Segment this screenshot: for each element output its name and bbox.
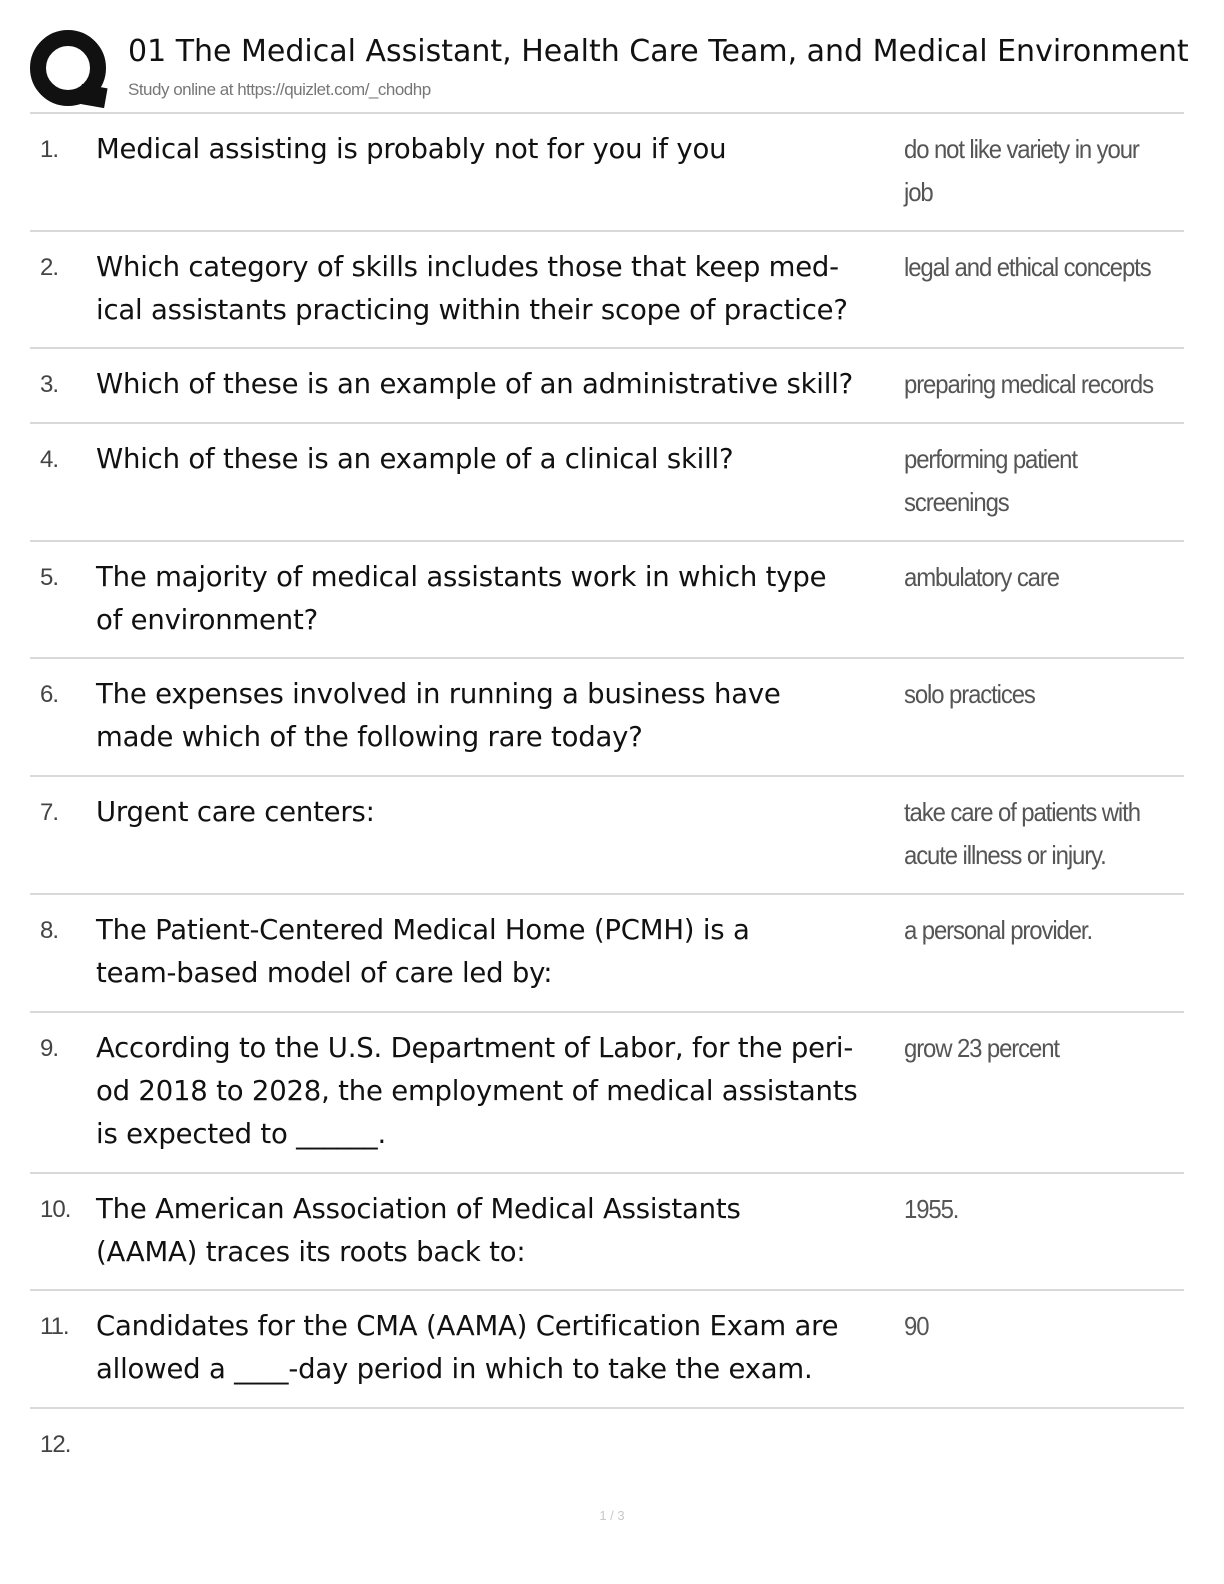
card-term [96, 1409, 904, 1423]
card-term: The Patient-Centered Medical Home (PCMH) is a team-based model of care led by: [96, 914, 750, 989]
card-term: The majority of medical assistants work in which type of environment? [96, 561, 827, 636]
card-number: 11. [40, 1313, 69, 1340]
flashcard-row [30, 424, 1184, 542]
card-definition: 90 [904, 1311, 929, 1341]
card-definition: performing patient screenings [904, 444, 1077, 517]
card-definition [904, 1409, 1162, 1423]
card-term: Which of these is an example of a clinical skill? [96, 443, 734, 475]
flashcard-list [30, 114, 1184, 1489]
card-number: 8. [40, 917, 59, 944]
card-definition: a personal provider. [904, 915, 1093, 945]
card-definition: 1955. [904, 1194, 959, 1224]
card-number: 7. [40, 799, 59, 826]
card-definition: ambulatory care [904, 562, 1059, 592]
flashcard-row [30, 232, 1184, 349]
flashcard-row [30, 777, 1184, 895]
card-definition: solo practices [904, 679, 1035, 709]
card-number: 5. [40, 564, 59, 591]
card-term: Urgent care centers: [96, 796, 375, 828]
card-number: 3. [40, 371, 59, 398]
flashcard-row [30, 542, 1184, 659]
flashcard-row [30, 349, 1184, 424]
card-definition: take care of patients with acute illness or injury. [904, 797, 1140, 870]
card-term: Which category of skills includes those that keep med- ical assistants practicing within their scope of practice? [96, 251, 848, 326]
flashcard-row [30, 1291, 1184, 1409]
card-definition: grow 23 percent [904, 1033, 1059, 1063]
card-definition: legal and ethical concepts [904, 252, 1151, 282]
study-online-link[interactable]: Study online at https://quizlet.com/_chodhp [128, 80, 431, 99]
card-term: According to the U.S. Department of Labor, for the peri- od 2018 to 2028, the employment of medical assistants is expected to ______. [96, 1032, 858, 1150]
card-term: Medical assisting is probably not for you if you [96, 133, 727, 165]
card-term: The expenses involved in running a business have made which of the following rare today? [96, 678, 781, 753]
card-number: 12. [40, 1431, 71, 1458]
flashcard-row [30, 1409, 1184, 1489]
card-definition: do not like variety in your job [904, 134, 1139, 207]
card-term: Candidates for the CMA (AAMA) Certification Exam are allowed a ____-day period in which to take the exam. [96, 1310, 839, 1385]
card-number: 9. [40, 1035, 59, 1062]
flashcard-row [30, 659, 1184, 777]
card-definition: preparing medical records [904, 369, 1153, 399]
flashcard-row [30, 1013, 1184, 1174]
card-number: 1. [40, 136, 59, 163]
card-term: The American Association of Medical Assistants (AAMA) traces its roots back to: [96, 1193, 741, 1268]
quizlet-q-logo-icon [30, 30, 110, 110]
card-number: 4. [40, 446, 59, 473]
flashcard-row [30, 895, 1184, 1013]
flashcard-row [30, 114, 1184, 232]
card-term: Which of these is an example of an administrative skill? [96, 368, 854, 400]
page-header [30, 28, 1190, 114]
page-title: 01 The Medical Assistant, Health Care Team, and Medical Environment [128, 34, 1189, 69]
page-number: 1 / 3 [599, 1508, 625, 1523]
card-number: 10. [40, 1196, 71, 1223]
card-number: 2. [40, 254, 59, 281]
flashcard-row [30, 1174, 1184, 1291]
card-number: 6. [40, 681, 59, 708]
